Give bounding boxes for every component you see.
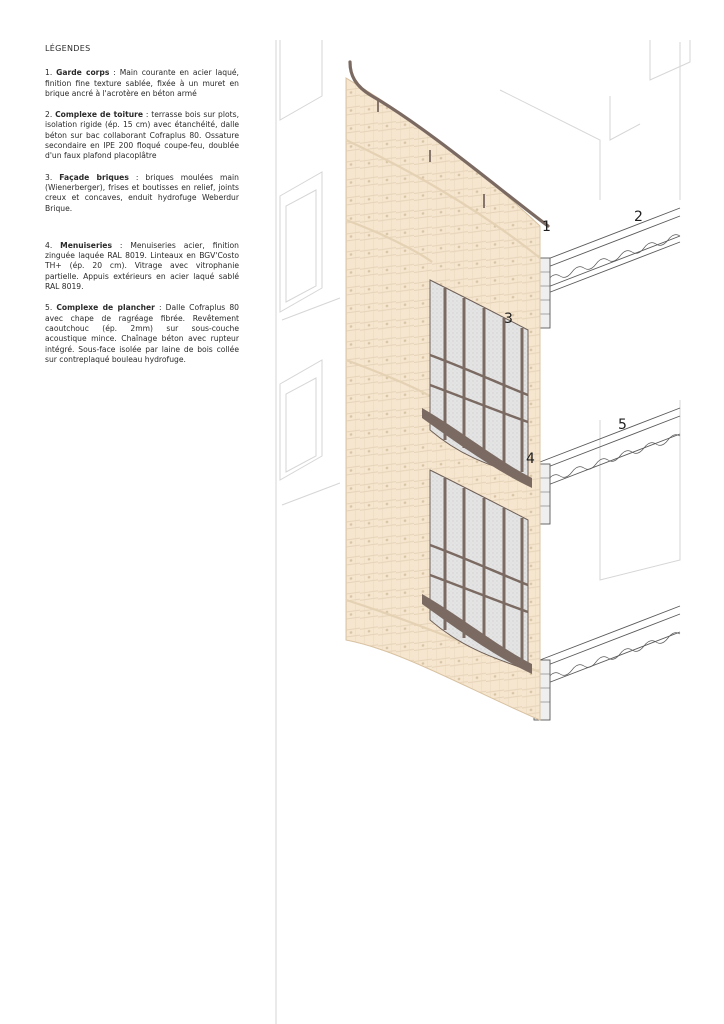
legend-item-text: : Menuiseries acier, finition zinguée laquée RAL 8019. Linteaux en BGV'Costo TH+ (ép. 20 cm). Vitrage avec vitrophanie partielle. Appuis extérieurs en acier laqué sablé RAL 8019. [45, 240, 239, 292]
floor-slab-lower [534, 606, 680, 720]
legend-item-number: 5. [45, 303, 53, 313]
legend-title: LÉGENDES [45, 44, 91, 53]
legend-item-text: : Main courante en acier laqué, finition fine texture sablée, fixée à un muret en brique ancré à l'acrotère en béton armé [45, 68, 239, 98]
legend-item-text: : Dalle Cofraplus 80 avec chape de ragréage fibrée. Revêtement caoutchouc (ép. 2mm) sur sous-couche acoustique mince. Chaînage béton avec rupteur intégré. Sous-face isolée par laine de bois collée sur contreplaqué bouleau hydrofuge. [45, 303, 239, 364]
legend-item-name: Complexe de toiture [55, 110, 144, 120]
callout-2: 2 [634, 209, 643, 225]
legend-item-number: 4. [45, 240, 53, 250]
legend-item-name: Façade briques [59, 172, 129, 182]
legend-item-number: 1. [45, 68, 53, 78]
legend-item-text: : terrasse bois sur plots, isolation rigide (ép. 15 cm) avec étanchéité, dalle béton sur bac collaborant Cofraplus 80. Ossature secondaire en IPE 200 floqué coupe-feu, doublée d'un faux plafond placoplâtre [45, 110, 239, 161]
callout-1: 1 [542, 219, 551, 235]
callout-5: 5 [618, 417, 627, 433]
legend-item-name: Garde corps [56, 68, 110, 78]
floor-slabs [534, 208, 680, 720]
legend-item-number: 2. [45, 110, 53, 120]
legend-item-text: : briques moulées main (Wienerberger), frises et boutisses en relief, joints creux et concaves, enduit hydrofuge Weberdur Brique. [45, 172, 239, 213]
brick-facade [346, 78, 540, 720]
floor-slab-upper [534, 408, 680, 524]
callout-3: 3 [504, 311, 513, 327]
legend-item-number: 3. [45, 172, 53, 182]
roof-slab [534, 208, 680, 328]
legend-item-name: Complexe de plancher [56, 303, 155, 313]
callout-4: 4 [526, 451, 535, 467]
legend-item-name: Menuiseries [60, 240, 112, 250]
